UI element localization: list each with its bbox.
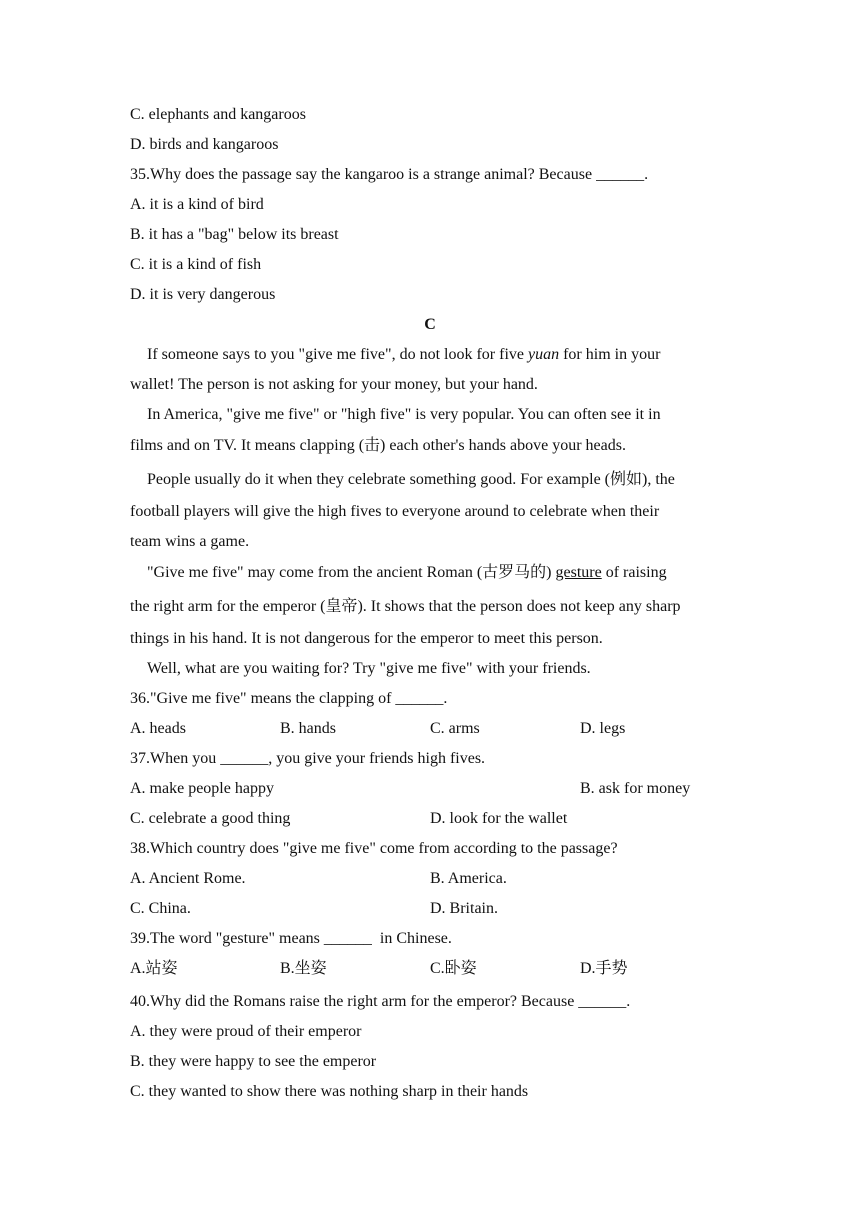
passage-p3-line1: People usually do it when they celebrate something good. For example (例如), the: [147, 471, 675, 488]
passage-p5: Well, what are you waiting for? Try "give me five" with your friends.: [147, 660, 591, 677]
yuan-term: yuan: [527, 346, 560, 363]
q40-stem: 40.Why did the Romans raise the right arm for the emperor? Because ______.: [130, 993, 631, 1010]
q35-option-d: D. it is very dangerous: [130, 286, 276, 303]
passage-p1-line2: wallet! The person is not asking for your money, but your hand.: [130, 376, 538, 393]
q37-option-d: D. look for the wallet: [430, 810, 568, 827]
passage-p4-line3: things in his hand. It is not dangerous for the emperor to meet this person.: [130, 630, 603, 647]
q37-option-c: C. celebrate a good thing: [130, 810, 291, 827]
q36-stem: 36."Give me five" means the clapping of ______.: [130, 690, 448, 707]
q37-stem: 37.When you ______, you give your friends high fives.: [130, 750, 486, 767]
q36-option-a: A. heads: [130, 720, 186, 737]
gesture-term: gesture: [555, 564, 602, 581]
passage-p3-line2: football players will give the high fives to everyone around to celebrate when their: [130, 503, 660, 520]
q35-option-b: B. it has a "bag" below its breast: [130, 226, 339, 243]
q35-option-a: A. it is a kind of bird: [130, 196, 264, 213]
q34-option-d: D. birds and kangaroos: [130, 136, 279, 153]
q38-option-d: D. Britain.: [430, 900, 498, 917]
passage-p4-line1: "Give me five" may come from the ancient Roman (古罗马的) gesture of raising: [147, 564, 667, 581]
q38-stem: 38.Which country does "give me five" come from according to the passage?: [130, 840, 618, 857]
q36-option-b: B. hands: [280, 720, 336, 737]
q37-option-a: A. make people happy: [130, 780, 274, 797]
q36-option-d: D. legs: [580, 720, 626, 737]
q40-option-c: C. they wanted to show there was nothing sharp in their hands: [130, 1083, 529, 1100]
passage-p1-line1: If someone says to you "give me five", do not look for five yuan for him in your: [147, 346, 661, 363]
q38-option-b: B. America.: [430, 870, 507, 887]
q39-option-b: B.坐姿: [280, 960, 327, 977]
q36-option-c: C. arms: [430, 720, 480, 737]
passage-p2-line2: films and on TV. It means clapping (击) each other's hands above your heads.: [130, 437, 626, 454]
q37-option-b: B. ask for money: [580, 780, 691, 797]
section-title: C: [424, 316, 436, 333]
q39-option-c: C.卧姿: [430, 960, 477, 977]
passage-p2-line1: In America, "give me five" or "high five" is very popular. You can often see it in: [147, 406, 661, 423]
q39-option-a: A.站姿: [130, 960, 178, 977]
q39-option-d: D.手势: [580, 960, 628, 977]
q35-option-c: C. it is a kind of fish: [130, 256, 262, 273]
q34-option-c: C. elephants and kangaroos: [130, 106, 306, 123]
q35-stem: 35.Why does the passage say the kangaroo is a strange animal? Because ______.: [130, 166, 649, 183]
q40-option-b: B. they were happy to see the emperor: [130, 1053, 377, 1070]
q38-option-a: A. Ancient Rome.: [130, 870, 246, 887]
q40-option-a: A. they were proud of their emperor: [130, 1023, 362, 1040]
passage-p3-line3: team wins a game.: [130, 533, 250, 550]
q39-stem: 39.The word "gesture" means ______ in Chinese.: [130, 930, 452, 947]
q38-option-c: C. China.: [130, 900, 191, 917]
passage-p4-line2: the right arm for the emperor (皇帝). It shows that the person does not keep any sharp: [130, 598, 681, 615]
